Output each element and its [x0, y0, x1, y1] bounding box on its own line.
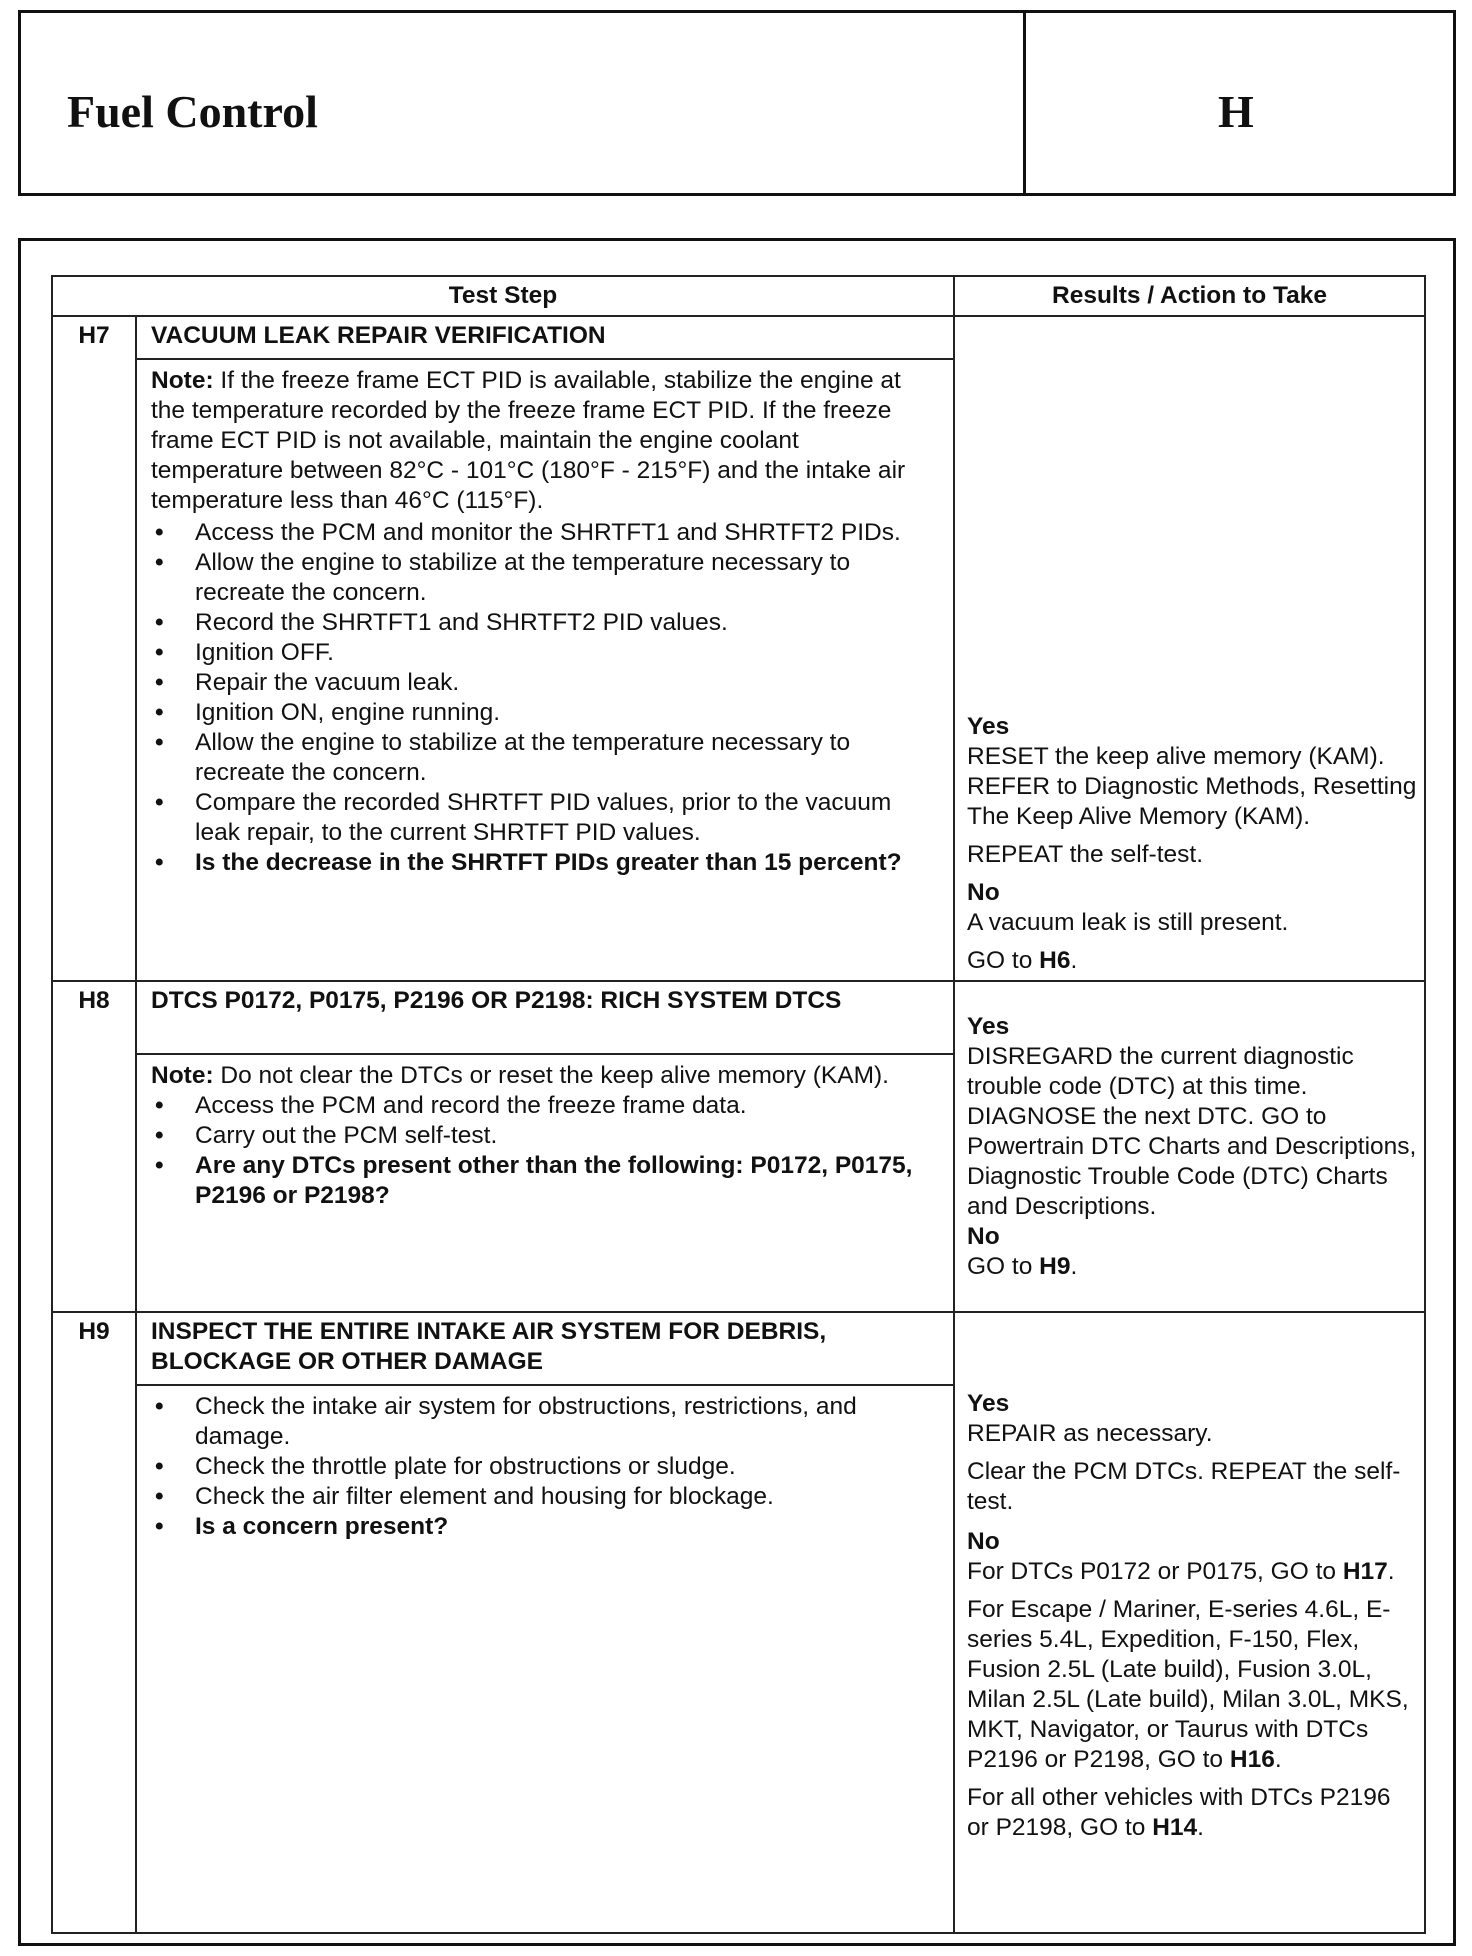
section-letter: H	[1218, 86, 1254, 137]
h9-no-text1: For DTCs P0172 or P0175, GO to H17.	[967, 1558, 1395, 1585]
step-h9-id: H9	[52, 1312, 136, 1933]
col-header-results: Results / Action to Take	[954, 276, 1425, 316]
h9-yes-text: REPAIR as necessary.	[967, 1420, 1213, 1447]
h7-no-goto: GO to H6.	[967, 947, 1078, 974]
step-h9-title-row	[52, 1312, 1425, 1385]
h8-no-goto: GO to H9.	[967, 1253, 1078, 1280]
h9-no-text3: For all other vehicles with DTCs P2196 or P2198, GO to H14.	[967, 1784, 1391, 1841]
step-h7-body	[136, 359, 954, 981]
h7-note: Note: If the freeze frame ECT PID is available, stabilize the engine at the temperature recorded by the freeze frame ECT PID. If the freeze frame ECT PID is not available, maintain the engine coolant temperature between 82°C - 101°C (180°F - 215°F) and the intake air temperature less than 46°C (115°F).	[151, 367, 906, 514]
list-item: • Carry out the PCM self-test.	[151, 1121, 931, 1151]
page-header	[18, 10, 1456, 196]
header-divider	[1023, 13, 1026, 193]
h8-bullet-list	[151, 1091, 931, 1211]
h7-question: • Is the decrease in the SHRTFT PIDs greater than 15 percent?	[151, 848, 931, 878]
list-item: • Compare the recorded SHRTFT PID values, prior to the vacuum leak repair, to the current SHRTFT PID values.	[151, 788, 931, 848]
h7-yes-text: RESET the keep alive memory (KAM). REFER to Diagnostic Methods, Resetting The Keep Alive Memory (KAM).	[967, 743, 1417, 830]
list-item: • Ignition ON, engine running.	[151, 698, 931, 728]
h9-goto-ref-2: H16	[1229, 1746, 1275, 1773]
page-title: Fuel Control	[67, 86, 318, 137]
h8-question: • Are any DTCs present other than the following: P0172, P0175, P2196 or P2198?	[151, 1151, 931, 1211]
h8-yes-text: DISREGARD the current diagnostic trouble code (DTC) at this time. DIAGNOSE the next DTC. GO to Powertrain DTC Charts and Descriptions, Diagnostic Trouble Code (DTC) Charts and Descriptions.	[967, 1043, 1417, 1220]
step-h7-results	[954, 316, 1425, 981]
h9-no-label: No	[967, 1528, 1000, 1555]
step-h9-title: INSPECT THE ENTIRE INTAKE AIR SYSTEM FOR DEBRIS, BLOCKAGE OR OTHER DAMAGE	[136, 1312, 954, 1385]
h9-goto-ref-3: H14	[1152, 1814, 1198, 1841]
list-item: • Allow the engine to stabilize at the temperature necessary to recreate the concern.	[151, 548, 931, 608]
list-item: • Access the PCM and monitor the SHRTFT1 and SHRTFT2 PIDs.	[151, 518, 931, 548]
step-h9-body	[136, 1385, 954, 1933]
h7-yes-text2: REPEAT the self-test.	[967, 841, 1204, 868]
h7-no-text: A vacuum leak is still present.	[967, 909, 1289, 936]
h7-yes-label: Yes	[967, 713, 1010, 740]
step-h7-title: VACUUM LEAK REPAIR VERIFICATION	[136, 316, 954, 359]
h9-no-text2: For Escape / Mariner, E-series 4.6L, E-series 5.4L, Expedition, F-150, Flex, Fusion 2.5L (Late build), Fusion 3.0L, Milan 2.5L (Late build), Milan 3.0L, MKS, MKT, Navigator, or Taurus with DTCs P2196 or P2198, GO to H16.	[967, 1596, 1409, 1773]
list-item: • Ignition OFF.	[151, 638, 931, 668]
col-header-test-step: Test Step	[52, 276, 954, 316]
step-h8-title-row	[52, 981, 1425, 1054]
h8-yes-label: Yes	[967, 1013, 1010, 1040]
h9-bullet-list	[151, 1392, 931, 1542]
h9-yes-label: Yes	[967, 1390, 1010, 1417]
table-header-row	[52, 276, 1425, 316]
step-h7-title-row	[52, 316, 1425, 359]
h7-no-label: No	[967, 879, 1000, 906]
list-item: • Check the air filter element and housing for blockage.	[151, 1482, 931, 1512]
h9-goto-ref-1: H17	[1342, 1558, 1388, 1585]
step-h8-title: DTCS P0172, P0175, P2196 OR P2198: RICH SYSTEM DTCS	[136, 981, 954, 1054]
h9-yes-text2: Clear the PCM DTCs. REPEAT the self-test.	[967, 1458, 1401, 1515]
list-item: • Check the intake air system for obstructions, restrictions, and damage.	[151, 1392, 931, 1452]
step-h9-results	[954, 1312, 1425, 1933]
h8-goto-ref: H9	[1039, 1253, 1071, 1280]
list-item: • Access the PCM and record the freeze frame data.	[151, 1091, 931, 1121]
h7-bullet-list	[151, 518, 931, 878]
h7-goto-ref: H6	[1039, 947, 1071, 974]
step-h8-body	[136, 1054, 954, 1312]
list-item: • Record the SHRTFT1 and SHRTFT2 PID values.	[151, 608, 931, 638]
step-h8-results	[954, 981, 1425, 1312]
list-item: • Repair the vacuum leak.	[151, 668, 931, 698]
list-item: • Check the throttle plate for obstructions or sludge.	[151, 1452, 931, 1482]
step-h7-id: H7	[52, 316, 136, 981]
h9-question: • Is a concern present?	[151, 1512, 931, 1542]
list-item: • Allow the engine to stabilize at the temperature necessary to recreate the concern.	[151, 728, 931, 788]
step-h8-id: H8	[52, 981, 136, 1312]
h8-note: Note: Do not clear the DTCs or reset the keep alive memory (KAM).	[151, 1062, 889, 1089]
h8-no-label: No	[967, 1223, 1000, 1250]
diagnostic-table	[51, 275, 1426, 1934]
